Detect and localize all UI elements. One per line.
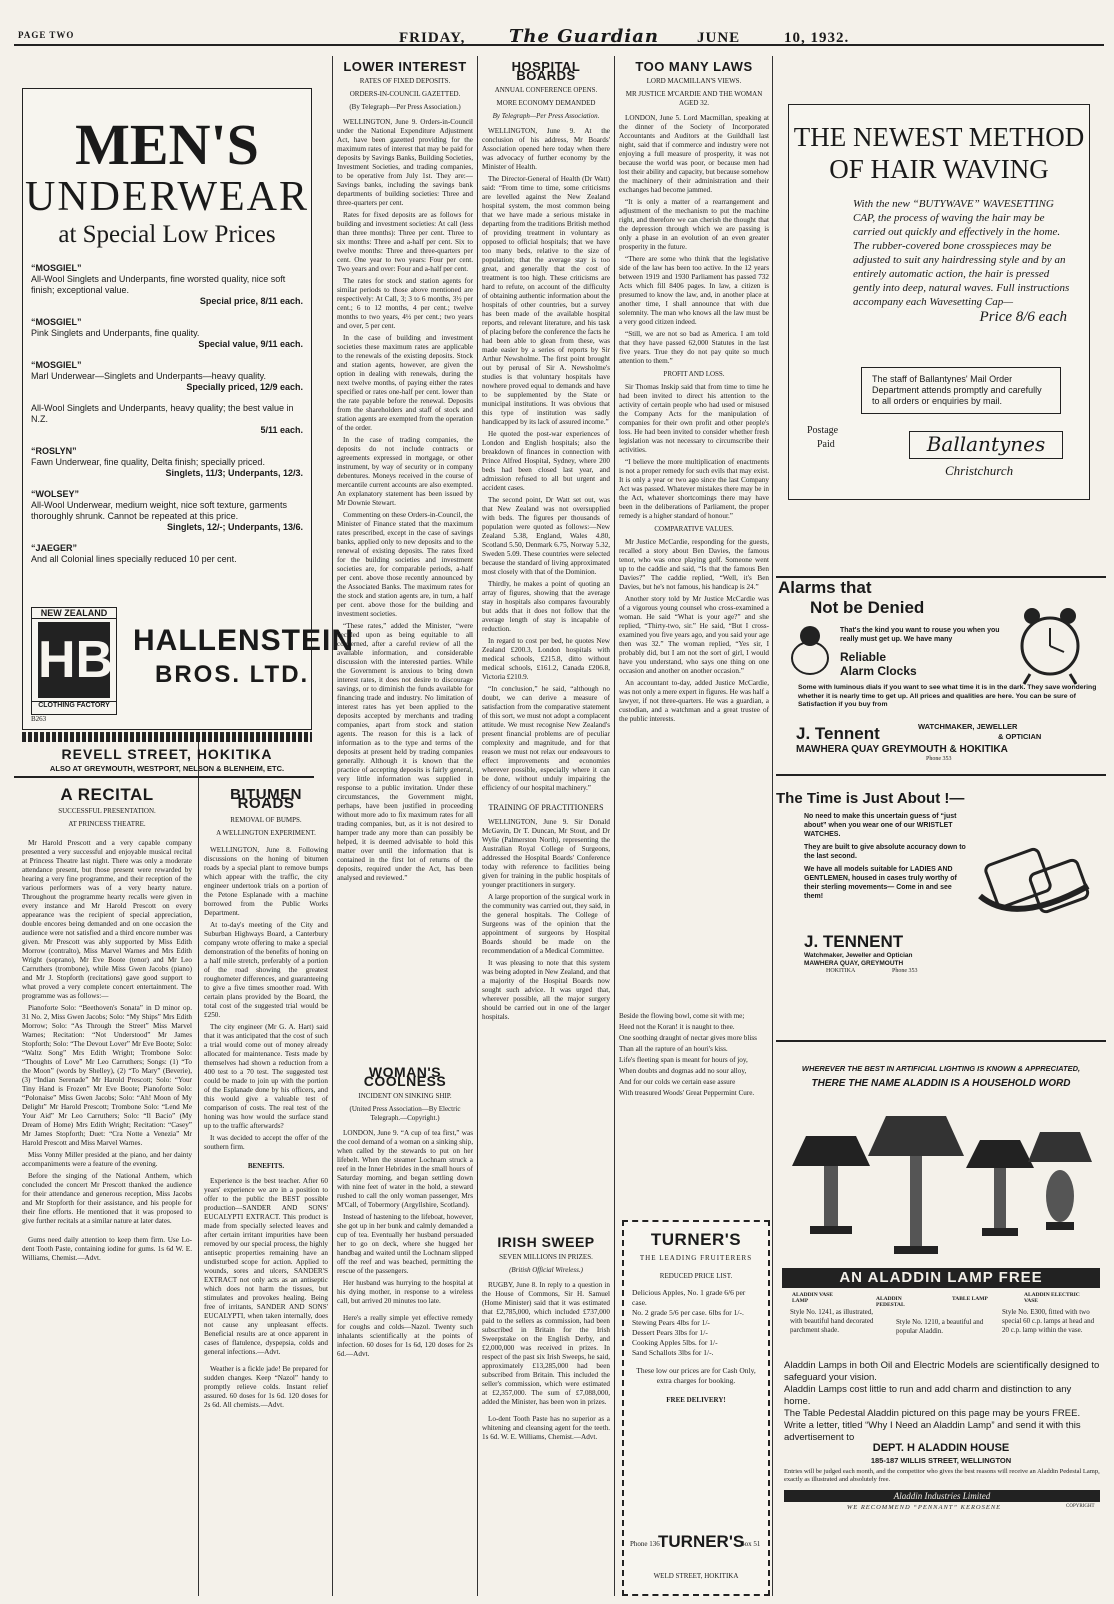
logo-mark: HB xyxy=(38,622,110,698)
city-label: Christchurch xyxy=(945,463,1014,478)
logo-top-text: NEW ZEALAND xyxy=(32,608,116,619)
box-number: Box 51 xyxy=(740,1540,761,1548)
price-list-heading: REDUCED PRICE LIST. xyxy=(659,1272,733,1280)
article-irish-sweep xyxy=(482,1234,610,1594)
article-subhead-2: MORE ECONOMY DEMANDED xyxy=(496,99,596,107)
retailer-role-2: & OPTICIAN xyxy=(998,732,1042,741)
article-byline: (United Press Association—By Electric Telegraph.—Copyright.) xyxy=(349,1105,461,1122)
article-paragraph: At to-day's meeting of the City and Suburban Highways Board, a Canterbury company wrote offering to make a special demonstration of the benefits of honing on a half mile stretch, preferably of a portion of the road showing the greatest roughometer differences, and guaranteeing to give a five times smoother road. With certain plans provided by the Board, the total cost of the suggested trial would be £250. xyxy=(204,921,328,1019)
product-description: All-Wool Singlets and Underpants, fine worsted quality, nice soft finish; exceptional value. xyxy=(31,274,286,295)
newspaper-title: The Guardian xyxy=(509,26,659,47)
page-number: PAGE TWO xyxy=(18,30,75,40)
article-paragraph: He quoted the post-war experiences of London and English hospitals; also the breakdown of finances in connection with Prince Alfred Hospital, Sydney, where 200 beds had been closed last year, and admission refused to all but urgent and accident cases. xyxy=(482,430,610,492)
ad-text: That's the kind you want to rouse you when you really must get up. We have many xyxy=(840,627,1000,643)
product-name: “MOSGIEL” xyxy=(31,360,82,370)
price-item: Cooking Apples 5lbs. for 1/- xyxy=(632,1338,718,1347)
contact-department: DEPT. H ALADDIN HOUSE xyxy=(872,1442,1010,1454)
retailer-role: Watchmaker, Jeweller and Optician xyxy=(804,952,913,959)
advertisement-note: Here's a really simple yet effective remedy for coughs and colds—Nazol. Twenty such inhalants scientifically at the points of infection. 60 doses for 1s 6d, 120 doses for 2s 6d.—Advt. xyxy=(337,1314,473,1358)
turners-subtitle: THE LEADING FRUITERERS xyxy=(639,1254,753,1262)
poem-line: Life's fleeting span is meant for hours of joy, xyxy=(619,1056,748,1064)
masthead xyxy=(14,4,1104,46)
advertisement-text: Experience is the best teacher. After 60 years' experience we are in a position to offer to the public the BEST possible production—SANDER AND SONS' EUCALYPTI EXTRACT. This product is made from specially selected leaves and after certain irritant impurities have been removed by our special process, the highly antiseptic properties remaining have an undisturbed scope for action. Applied to wounds, sores and ulcers, SANDER'S EXTRACT not only acts as an antiseptic which does not harm the tissues, but stimulates and provokes healing. Being free of irritants, SANDER AND SONS' EUCALYPTI, when taken internally, does not cause any unpleasant effects. Beneficial results are at once apparent in cases of flatulence, dyspepsia, colds and general infections.—Advt. xyxy=(204,1177,328,1356)
article-lower-interest xyxy=(337,58,473,1058)
decorative-border xyxy=(22,732,312,742)
alarm-clock-ad xyxy=(778,578,1098,768)
company-name: HALLENSTEIN xyxy=(133,624,354,657)
section-heading: COMPARATIVE VALUES. xyxy=(654,525,734,533)
poem-line: And for our colds we certain ease assure xyxy=(619,1078,736,1086)
company-name-2: BROS. LTD. xyxy=(155,661,310,688)
ad-code: B263 xyxy=(31,715,47,723)
article-subhead: ANNUAL CONFERENCE OPENS. xyxy=(494,86,598,94)
article-bitumen-roads xyxy=(204,782,328,1590)
company-footer: Aladdin Industries Limited xyxy=(784,1490,1100,1502)
article-subhead-2: MR JUSTICE M'CARDIE AND THE WOMAN AGED 32. xyxy=(625,90,763,107)
lamp-label: ALADDIN PEDESTAL xyxy=(876,1296,905,1308)
product-item xyxy=(23,360,311,393)
article-paragraph: In regard to cost per bed, he quotes New Zealand £200.3, London hospitals with medical schools, £215.8, ditto without medical schools, £161.2, Canada £206.8, Victoria £210.9. xyxy=(482,637,610,681)
ad-product-name-2: Alarm Clocks xyxy=(840,664,917,678)
aladdin-lamp-ad xyxy=(776,1044,1106,1596)
ad-text: We have all models suitable for LADIES AND GENTLEMEN, housed in cases truly worthy of their sterling movements— Come in and see them! xyxy=(804,866,957,900)
ad-text: Some with luminous dials if you want to see what time it is in the dark. They save wondering whether it is nearly time to get up. All prices and qualities are here. You can be sure of Satisfaction if you buy from xyxy=(798,684,1097,708)
article-paragraph: “It is only a matter of a rearrangement and adjustment of the mechanism to put the machine right, and therefore we can cherish the thought that the depression through which we are passing is only a phase in an evolution of an even greater prosperity in the future. xyxy=(619,198,769,251)
article-byline: (British Official Wireless.) xyxy=(509,1266,583,1274)
article-paragraph: Thirdly, he makes a point of quoting an array of figures, showing that the average stay in hospitals also compares favourably but adds that it does not follow that the average length of stay is incapable of reduction. xyxy=(482,580,610,633)
ad-headline: THE NEWEST METHOD xyxy=(793,122,1085,152)
turners-ad xyxy=(622,1220,770,1596)
price-item: Sand Schallots 3lbs for 1/-. xyxy=(632,1348,714,1357)
ad-title-mens: MEN'S xyxy=(75,112,259,177)
product-price: Special price, 8/11 each. xyxy=(199,296,303,306)
masthead-month: JUNE xyxy=(697,30,741,46)
product-item xyxy=(23,403,311,436)
article-paragraph: A large proportion of the surgical work in the community was carried out, they said, in the general hospitals. The College of Surgeons was of the opinion that the appointment of surgeons by Hospital Boards should be made on the recommendation of a Medical Committee. xyxy=(482,893,610,955)
article-paragraph: Commenting on these Orders-in-Council, the Minister of Finance stated that the maximum rates prescribed, except in the case of savings banks, applied only to new deposits and to the renewal of existing deposits. The rates fixed for the building societies and investment societies are, for comparable periods, a-half per cent. above those recently announced by the Associated Banks. The maximum rates for the stock and station agents are, in turn, a half per cent. above those for the building and investment societies. xyxy=(337,511,473,618)
product-price: Specially priced, 12/9 each. xyxy=(186,382,303,392)
advertisement-note: Weather is a fickle jade! Be prepared for sudden changes. Keep “Nazol” handy to promptly relieve colds. Instant relief assured. 60 doses for 1s 6d. 120 doses for 2s 6d. All chemists.—Advt. xyxy=(204,1365,328,1409)
postage-label-2: Paid xyxy=(817,439,835,450)
postage-label: Postage xyxy=(807,425,839,436)
article-title: WOMAN'S COOLNESS xyxy=(363,1064,447,1089)
article-paragraph: RUGBY, June 8. In reply to a question in the House of Commons, Sir H. Samuel (Home Minister) said that it was estimated that £2,785,000, which included £737,000 paid to the sellers as commission, had been subscribed in Britain for the Irish Sweepstake on the English Derby, and £2,000,000 was received in prizes. In respect of the past six Irish Sweeps, he said, approximately £13,285,000 had been subscribed from Britain. This included the seller's commission, which were estimated at £2,357,000. The sum of £7,088,000, added the Minister, has been won in prizes. xyxy=(482,1281,610,1406)
article-paragraph: Mr Harold Prescott and a very capable company presented a very successful and enjoyable musical recital at Princess Theatre last night. There was only a moderate attendance present, but those present were rewarded by hearing a very fine programme, and their reception of the various performers was of a very hearty nature. Throughout the programme hearty recalls were given in every instance and Mr Harold Prescott on every appearance was the recipient of special appreciation, double encores being demanded and on one occasion the audience were not satisfied and a third encore number was given. Mr Prescott was ably supported by Miss Edith Morrow (contralto), Miss Marvel Warnes and Mrs Edith Wright (soprano), Mr Eve Boote (tenor) and Mr Leo Carruthers (trombone), while Miss Gwen Jacobs (piano) and Mr J. Stopforth (recitations) gave good support to what proved a very complete concert entertainment. The programme was as follows:— xyxy=(22,839,192,1000)
product-name: “WOLSEY” xyxy=(31,489,80,499)
price-item: Dessert Pears 3lbs for 1/- xyxy=(632,1328,708,1337)
article-paragraph: “In conclusion,” he said, “although no doubt, we can derive a measure of satisfaction from the comparative statement of this sort, we must not adopt a complacent attitude. We must recognise New Zealand's present financial problems are of peculiar complexity and magnitude, and for that reason we must not relax our endeavours to effect improvements and economies wherever possible, especially where it can be done, without unduly impairing the efficiency of our hospital machinery.” xyxy=(482,685,610,792)
article-paragraph: The Director-General of Health (Dr Watt) said: “From time to time, some criticisms are levelled against the New Zealand hospital system, the most common being that we have made a serious mistake in departing from the traditions British method of providing treatment in voluntary as opposed to official hospitals; that we have too many beds, relative to the size of population; that the average stay is too great, and generally that the cost of treatment is too high. These criticisms are hard to refute, on account of the difficulty of obtaining authentic information about the hospitals of other countries, but a survey has been made of the available hospital reports, and relevant literature, and his task of placing before the conference the facts he had been able to glean from these, was made easier by a series of reports by Sir Arthur Newsholme. The first point brought out by perusal of Sir A. Newsholme's studies is that voluntary hospitals have nowhere proved equal to demands and have to be supplemented by the State or municipal institutions. It was obvious that this type of institution was sadly handicapped by its lack of assured income.” xyxy=(482,175,610,426)
product-price: Singlets, 12/-; Underpants, 13/6. xyxy=(166,522,303,532)
article-subhead: RATES OF FIXED DEPOSITS. xyxy=(359,77,451,85)
product-price: Special value, 9/11 each. xyxy=(198,339,303,349)
article-paragraph: The second point, Dr Watt set out, was that New Zealand was not oversupplied with beds. The figures per thousands of population were quoted as follows:—New Zealand 5.38, England, Wales 4.80, Scotland 5.50, Denmark 6.75, Norway 5.32, Sweden 5.09. These countries were selected because the standard of living approximated most closely with that of the Dominion. xyxy=(482,496,610,576)
product-description: All-Wool Underwear, medium weight, nice soft texture, garments thoroughly shrunk. Cannot be repeated at this price. xyxy=(31,500,287,521)
article-too-many-laws xyxy=(619,58,769,1008)
ad-price: Price 8/6 each xyxy=(979,309,1067,325)
product-description: Marl Underwear—Singlets and Underpants—heavy quality. xyxy=(31,371,266,381)
article-subhead-2: A WELLINGTON EXPERIMENT. xyxy=(216,829,316,837)
product-description: Fawn Underwear, fine quality, Delta finish; specially priced. xyxy=(31,457,265,467)
ad-title-underwear: UNDERWEAR xyxy=(25,174,309,220)
ad-headline: The Time is Just About !— xyxy=(776,790,965,807)
article-paragraph: WELLINGTON, June 9. At the conclusion of his address, Mr Boards' Association opened here today when there was advocacy of further economy by the Minister of Health. xyxy=(482,127,610,171)
ad-arc-text: WHEREVER THE BEST IN ARTIFICIAL LIGHTING IS KNOWN & APPRECIATED, xyxy=(801,1064,1081,1073)
branch-list: ALSO AT GREYMOUTH, WESTPORT, NELSON & BLENHEIM, ETC. xyxy=(49,764,285,773)
article-title: A RECITAL xyxy=(60,785,154,804)
article-paragraph: Her husband was hurrying to the hospital at his dying mother, in response to a wireless call, but arrived 20 minutes too late. xyxy=(337,1279,473,1305)
contact-address: 185-187 WILLIS STREET, WELLINGTON xyxy=(870,1456,1012,1465)
product-item xyxy=(23,446,311,479)
article-paragraph: The city engineer (Mr G. A. Hart) said that it was anticipated that the cost of such a trial would come out of money already allocated for maintenance. Tests made by themselves had shown a reduction from a 400 test to a 70 test. The suggested test could be made to join up with the portion of the Esplanade done by his officers, and this would give a valuable test of comparison of costs. The real test of the honing was how would the surface stand up to the traffic afterwards? xyxy=(204,1023,328,1130)
price-item: Stewing Pears 4lbs for 1/- xyxy=(632,1318,710,1327)
article-subhead: REMOVAL OF BUMPS. xyxy=(230,816,302,824)
ballantynes-ad xyxy=(788,104,1090,500)
article-title: HOSPITAL BOARDS xyxy=(511,59,581,83)
hb-logo xyxy=(31,607,117,715)
article-paragraph: Before the singing of the National Anthem, which concluded the concert Mr Prescott thanked the audience for their attendance and generous reception, Miss Jacobs and Mr Stopforth for their assistance, and his people for their fine efforts. He mentioned that it was proposed to give further recitals at a similar nature at later dates. xyxy=(22,1172,192,1225)
wristlet-watch-ad xyxy=(776,790,1102,980)
price-note: These low our prices are for Cash Only, extra charges for booking. xyxy=(636,1366,756,1385)
article-subhead: SEVEN MILLIONS IN PRIZES. xyxy=(499,1253,593,1261)
product-description: All-Wool Singlets and Underpants, heavy quality; the best value in N.Z. xyxy=(31,403,294,424)
retailer-phone: Phone 353 xyxy=(926,756,952,762)
article-byline: (By Telegraph—Per Press Association.) xyxy=(349,103,461,111)
retailer-address-2: HOKITIKA xyxy=(826,968,856,974)
lamp-style: Style No. E300, fitted with two special 60 c.p. lamps at head and 20 c.p. lamp within the vase. xyxy=(1002,1308,1095,1334)
article-paragraph: WELLINGTON, June 9. Sir Donald McGavin, Dr T. Duncan, Mr Stout, and Dr Wylie (Palmerston North), representing the Australian Royal College of Surgeons, addressed the Hospital Boards' Conference today with reference to facilities being given for training in the public hospitals of younger practitioners in surgery. xyxy=(482,818,610,889)
price-item: Delicious Apples, No. 1 grade 6/6 per case. xyxy=(632,1288,746,1307)
article-paragraph: “Still, we are not so bad as America. I am told that they have passed 62,000 Statutes in the last five years. True they do not pay quite so much attention to them.” xyxy=(619,330,769,365)
signature-logo: Ballantynes xyxy=(909,431,1063,459)
article-paragraph: The rates for stock and station agents for similar periods to those above mentioned are respectively: At Call, 3; 3 to 6 months, 3½ per cent.; 6 to 12 months, 4 per cent.; twelve months to two years, 4½ per cent.; two years and over, 5 per cent. xyxy=(337,277,473,330)
product-item xyxy=(23,317,311,350)
ad-subtitle: at Special Low Prices xyxy=(58,221,276,248)
article-subhead: INCIDENT ON SINKING SHIP. xyxy=(358,1092,452,1100)
article-subhead-2: ORDERS-IN-COUNCIL GAZETTED. xyxy=(349,90,461,98)
poem-line: Beside the flowing bowl, come sit with me; xyxy=(619,1012,745,1020)
poem-line: When doubts and dogmas add no sour alloy, xyxy=(619,1067,747,1075)
section-heading: TRAINING OF PRACTITIONERS xyxy=(488,803,604,812)
ad-product-name: Reliable xyxy=(840,650,887,664)
retailer-address: MAWHERA QUAY GREYMOUTH & HOKITIKA xyxy=(796,744,1008,755)
free-lamp-banner: AN ALADDIN LAMP FREE xyxy=(782,1268,1100,1288)
product-name: “JAEGER” xyxy=(31,543,78,553)
product-price: 5/11 each. xyxy=(260,425,303,435)
free-delivery: FREE DELIVERY! xyxy=(666,1396,726,1404)
poem-advertisement xyxy=(619,1012,769,1212)
article-subhead: SUCCESSFUL PRESENTATION. xyxy=(58,807,156,815)
article-paragraph: “There are some who think that the legislative side of the law has been too active. In the 12 years between 1919 and 1930 Parliament has passed 732 Acts which fill 8406 pages. In law, a citizen is presumed to know the law, and, in another place at another time, I shall announce that with due solemnity. The man who knows all the law must be a very good citizen indeed. xyxy=(619,255,769,326)
masthead-date: 10, 1932. xyxy=(784,30,850,46)
product-description: And all Colonial lines specially reduced 10 per cent. xyxy=(31,554,237,564)
price-item: No. 2 grade 5/6 per case. 6lbs for 1/-. xyxy=(632,1308,744,1317)
article-paragraph: An accountant to-day, added Justice McCardie, was not only a mere expert in figures. He was half a lawyer, if not three-quarters. He was a guardian, a custodian, and a watchman and a great trustee of the public interests. xyxy=(619,679,769,723)
footer-text: WE RECOMMEND “PENNANT” KEROSENE xyxy=(846,1504,1002,1511)
product-name: “ROSLYN” xyxy=(31,446,77,456)
article-title: BITUMEN ROADS xyxy=(230,786,302,812)
street-address: REVELL STREET, HOKITIKA xyxy=(61,746,273,762)
lamp-illustrations-icon xyxy=(796,1096,1086,1264)
product-item xyxy=(23,263,311,307)
product-item xyxy=(23,489,311,533)
shop-address: WELD STREET, HOKITIKA xyxy=(653,1572,739,1580)
article-paragraph: “I believe the more multiplication of enactments is not a proper remedy for such evils that may exist. It is only a year or two ago since the last Company Act was passed. Whatever mistakes there may be in the Act, whatever shortcomings there may have been in the deliberations of Parliament, the proper remedy is a higher standard of honour.” xyxy=(619,458,769,520)
poem-line: With treasured Woods' Great Peppermint Cure. xyxy=(619,1089,755,1097)
retailer-role: WATCHMAKER, JEWELLER xyxy=(918,722,1018,731)
article-paragraph: In the case of trading companies, the deposits do not include contracts or agreements expressed in mortgage, or other instrument, by way of security or in company debentures. Moneys received in the course of mercantile current accounts are also exempted. An explanatory statement has been issued by Mr Downie Stewart. xyxy=(337,436,473,507)
ad-headline-2: Not be Denied xyxy=(810,598,925,617)
article-subhead-2: AT PRINCESS THEATRE. xyxy=(68,820,146,828)
ad-headline-2: OF HAIR WAVING xyxy=(829,154,1049,184)
mail-order-note: The staff of Ballantynes' Mail Order Department attends promptly and carefully to all orders or enquiries by mail. xyxy=(861,367,1061,414)
ad-body: Aladdin Lamps in both Oil and Electric Models are scientifically designed to safeguard your vision. xyxy=(784,1360,1100,1383)
article-paragraph: In the case of building and investment societies these maximum rates are applicable to the renewals of the existing deposits. Stock and station agents, however, are given the option in dealing with renewals, during the next twelve months, of paying either the rates specified or rates one-half per cent. lower than the rate payable before the renewal. Deposits from the shareholders and staff of stock and station agents are exempted from the operation of the order. xyxy=(337,334,473,432)
ad-text: They are built to give absolute accuracy down to the last second. xyxy=(804,844,966,860)
dog-icon xyxy=(784,622,836,682)
product-name: “MOSGIEL” xyxy=(31,317,82,327)
article-womans-coolness xyxy=(337,1064,473,1594)
retailer-address: MAWHERA QUAY, GREYMOUTH xyxy=(804,960,904,967)
lamp-label: TABLE LAMP xyxy=(952,1296,988,1302)
poem-line: Heed not the Koran! it is naught to thee. xyxy=(619,1023,735,1031)
lamp-label: ALADDIN VASE LAMP xyxy=(792,1292,833,1304)
article-paragraph: It was pleasing to note that this system was being adopted in New Zealand, and that a majority of the Hospital Boards now sought such advice. It was urged that, wherever possible, all the major surgery should be carried out in one of the larger hospitals. xyxy=(482,959,610,1021)
article-paragraph: Miss Vonny Miller presided at the piano, and her dainty accompaniments were a feature of the evening. xyxy=(22,1151,192,1168)
turners-logo-text: TURNER'S xyxy=(658,1532,745,1551)
article-paragraph: WELLINGTON, June 9. Orders-in-Council under the National Expenditure Adjustment Act, have been gazetted providing for the maximum rates of interest that may be paid for deposits by Savings Banks, Building Societies, Investment Societies, and trading companies, to be operative from July 1st. They are:— Savings banks, including the savings bank departments of building societies: Three and three-quarters per cent. xyxy=(337,118,473,207)
lamp-label: ALADDIN ELECTRIC VASE xyxy=(1024,1292,1080,1304)
turners-title: TURNER'S xyxy=(650,1230,742,1249)
article-paragraph: Instead of hastening to the lifeboat, however, she got up in her bunk and calmly demanded a cup of tea. Eventually her husband persuaded her to go on deck, where she hugged her handbag and waited until the Lochnam slipped off the reef and was beached, permitting the rescue of the passengers. xyxy=(337,1213,473,1275)
logo-bottom-text: CLOTHING FACTORY xyxy=(32,701,116,709)
product-item xyxy=(23,543,311,565)
copyright: COPYRIGHT xyxy=(1066,1504,1095,1509)
article-byline: By Telegraph—Per Press Association. xyxy=(492,112,600,120)
poem-line: One soothing draught of nectar gives more bliss xyxy=(619,1034,757,1042)
retailer-phone: Phone 353 xyxy=(892,968,918,974)
retailer-name: J. TENNENT xyxy=(804,932,904,951)
phone-number: Phone 136 xyxy=(630,1540,660,1548)
product-name: “MOSGIEL” xyxy=(31,263,82,273)
article-paragraph: Sir Thomas Inskip said that from time to time he had been invited to direct his attention to the activity of certain people who had used or misused the Company Acts for the manipulation of companies for their own profit and other people's loss. He had been invited to consider whether fresh legislation was not necessary to circumscribe their activities. xyxy=(619,383,769,454)
article-hospital-boards xyxy=(482,58,610,1228)
ad-arc-text-2: THERE THE NAME ALADDIN IS A HOUSEHOLD WORD xyxy=(811,1078,1071,1089)
article-paragraph: Mr Justice McCardie, responding for the guests, recalled a story about Ben Davies, the famous tenor, who was once playing golf. Someone went up to the caddie and said, “Is that the famous Ben Davies?” The caddie replied, “Well, it's Ben Davies, but he's not famous, his handicap is 24.” xyxy=(619,538,769,591)
section-heading: BENEFITS. xyxy=(247,1162,285,1170)
article-subhead: LORD MACMILLAN'S VIEWS. xyxy=(646,77,742,85)
lamp-style: Style No. 1241, as illustrated, with beautiful hand decorated parchment shade. xyxy=(790,1308,874,1334)
ad-headline: Alarms that xyxy=(778,578,872,597)
ad-body: With the new “BUTYWAVE” WAVESETTING CAP, the process of waving the hair may be carried out quickly and effectively in the home. The rubber-covered bone crosspieces may be adjusted to suit any hairdressing style and by an entirely automatic action, the hair is pressed gently into deep, natural waves. Full instructions accompany each Wavesetting Cap— xyxy=(853,198,1070,308)
retailer-name: J. Tennent xyxy=(796,724,880,743)
masthead-day: FRIDAY, xyxy=(399,30,466,46)
section-heading: PROFIT AND LOSS. xyxy=(663,370,725,378)
product-list xyxy=(23,263,311,565)
ad-body: The Table Pedestal Aladdin pictured on this page may be yours FREE. Write a letter, titled “Why I Need an Aladdin Lamp” and send it with this advertisement to xyxy=(784,1408,1081,1443)
article-paragraph: “These rates,” added the Minister, “were decided upon as being equitable to all concerned, after a careful review of all the available information, and considerable discussion with the interested parties. While the Government is anxious to bring down interest rates, it does not desire to discourage savings, or to diminish the funds available for financing trade and industry. No limitation of interest rates has yet been applied to the deposits accepted by merchants and trading companies, apart from stock and station agents. The reason for this is a lack of information as to the type and terms of the deposits at present held by trading companies generally. Although it is known that the practice of accepting deposits is fairly general, very little information was supplied in response to a public invitation. Under these circumstances, the Government might, perhaps, have been justified in proceeding without more ado to fix maximum rates for all trading companies, but, as it is not desired to hamper trade any more than can possibly be helped, it is deemed advisable to hold this matter over until the information that is contained in the first lot of returns of the deposits, required under the Act, has been analysed and reviewed.” xyxy=(337,622,473,882)
article-recital xyxy=(22,782,192,1590)
article-title: TOO MANY LAWS xyxy=(635,59,753,74)
article-title: LOWER INTEREST xyxy=(343,59,467,74)
article-paragraph: It was decided to accept the offer of the southern firm. xyxy=(204,1134,328,1151)
poem-line: Than all the rapture of an houri's kiss. xyxy=(619,1045,728,1053)
article-paragraph: WELLINGTON, June 8. Following discussions on the honing of bitumen roads by a special plant to remove bumps which appear with the traffic, the city engineer undertook trials on a portion of the Petone Esplanade with a machine borrowed from the Public Works Department. xyxy=(204,846,328,917)
advertisement-note: Lo-dent Tooth Paste has no superior as a whitening and cleansing agent for the teeth. 1s 6d. W. E. Williams, Chemist.—Advt. xyxy=(482,1415,610,1441)
mens-underwear-ad xyxy=(22,88,354,730)
wristwatch-icon xyxy=(976,826,1096,930)
article-paragraph: Another story told by Mr Justice McCardie was of a vigorous young counsel who cross-examined a woman. He said “What is your age?” and she replied, “Thirty-two, sir.” He said, “But I cross-examined you five years ago, and you said your age then was 32.” The woman replied, “Yes sir, I probably did, but I am not the sort of girl, I would have you understand, who says one thing on one occasion and another on another occasion.” xyxy=(619,595,769,675)
article-paragraph: LONDON, June 5. Lord Macmillan, speaking at the dinner of the Society of Incorporated Accountants and Auditors at the Guildhall last night, said that if commerce and industry were not enjoying a full measure of prosperity, it was not because the world was poor, or because men had lost their ability and capacity, but because somehow the machinery of their administration and their exchanges had become jammed. xyxy=(619,114,769,194)
article-paragraph: LONDON, June 9. “A cup of tea first,” was the cool demand of a woman on a sinking ship, when called by the stewards to put on her lifebelt. When the steamer Lochnam struck a reef in the Inner Hebrides in the small hours of Saturday morning, and began settling down with nine feet of water in the hold, a steward rushed to call the only woman passenger, Mrs M'Call, of Tobermory (Argyllshire, Scotland). xyxy=(337,1129,473,1209)
product-description: Pink Singlets and Underpants, fine quality. xyxy=(31,328,200,338)
lamp-style: Style No. 1210, a beautiful and popular Aladdin. xyxy=(896,1318,984,1335)
article-paragraph: Rates for fixed deposits are as follows for building and investment societies: At call (less than three months): Three per cent. Three to six months: Three and a-half per cent. Six to twelve months: Three and three-quarters per cent. One year to two years: Four per cent. Two years and over: Four and a-half per cent. xyxy=(337,211,473,273)
ad-fine-print: Entries will be judged each month, and the competitor who gives the best reasons will receive an Aladdin Pedestal Lamp, exactly as illustrated and absolutely free. xyxy=(784,1468,1100,1483)
article-title: IRISH SWEEP xyxy=(497,1234,595,1250)
product-price: Singlets, 11/3; Underpants, 12/3. xyxy=(165,468,303,478)
alarm-clock-icon xyxy=(1010,598,1096,688)
ad-text: No need to make this uncertain guess of “just about” when you wear one of our WRISTLET WATCHES. xyxy=(804,813,957,838)
ad-body: Aladdin Lamps cost little to run and add charm and distinction to any home. xyxy=(784,1384,1072,1407)
advertisement-note: Gums need daily attention to keep them firm. Use Lo-dent Tooth Paste, containing iodine for gums. 1s 6d W. E. Williams, Chemist.—Advt. xyxy=(22,1236,192,1262)
article-paragraph: Pianoforte Solo: “Beethoven's Sonata” in D minor op. 31 No. 2, Miss Gwen Jacobs; Solo: “My Ships” Mrs Edith Morrow; Solo: “As Through the Street” Miss Marvel Warnes; Recitation: “Not Understood” Mr James Stopforth; Solo: “The Devout Lover” Mr Eve Boote; Solo: “Waltz Song” Mrs Edith Wright; Trombone Solo: “Thoughts of Love” Mr Leo Carruthers; Songs: (1) “To the Moon” (words by Shelley), (2) “To Mary” (Beverie), (3) “Indian Serenade” Mr Harold Prescott; Solo: “Your Tiny Hand is Frozen” Mr Eve Boote; Pianoforte Solo: “Polonaise” Miss Gwen Jacobs; Solo: “Ah! Moon of My Delight” Mr Harold Prescott; Trombone Solo: “Lend Me Your Aid” Mr Leo Carruthers; Solo: “Il Bacio” (My Dream of Home) Mrs Edith Wright; Recitation: “Casey” Mr James Stopforth; Duet: “Cra Notte a Venezia” Mr Harold Prescott and Miss Marvel Warnes. xyxy=(22,1004,192,1147)
